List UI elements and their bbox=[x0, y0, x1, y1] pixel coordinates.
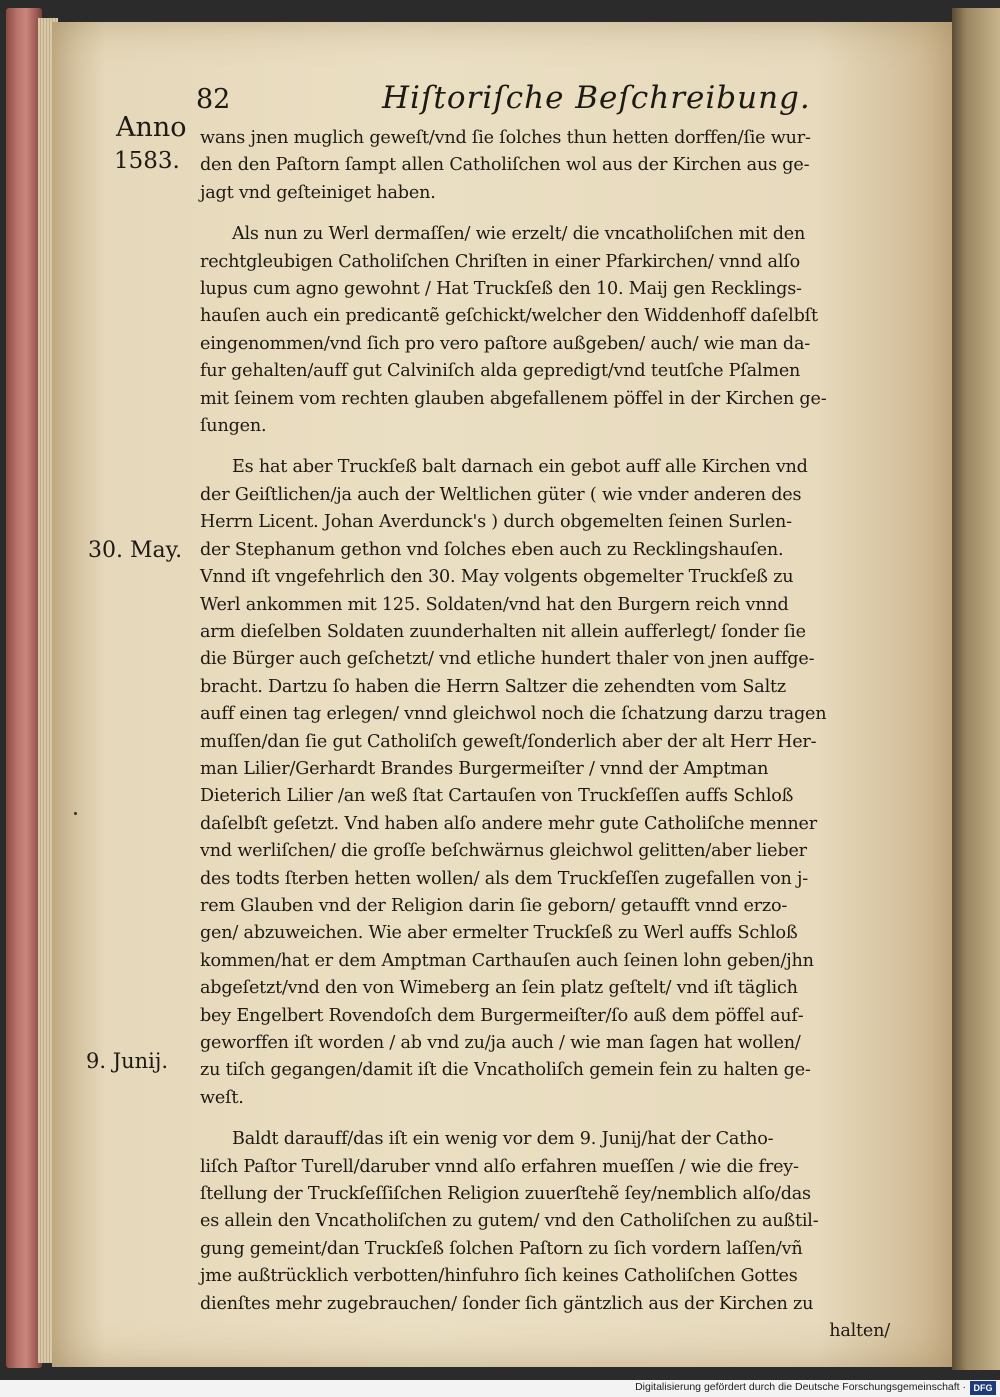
text-line: gen/ abzuweichen. Wie aber ermelter Truckſeß zu Werl auffs Schloß bbox=[200, 923, 798, 944]
text-line: Als nun zu Werl dermaſſen/ wie erzelt/ die vncatholiſchen mit den bbox=[232, 224, 806, 245]
book-edge bbox=[6, 8, 42, 1368]
text-line: jme außtrücklich verbotten/hinfuhro ſich keines Catholiſchen Gottes bbox=[200, 1266, 798, 1287]
text-line: den den Paſtorn ſampt allen Catholiſchen wol aus der Kirchen aus ge‑ bbox=[200, 155, 810, 176]
text-line: bey Engelbert Rovendoſch dem Burgermeiſter/ſo auß dem pöffel auf‑ bbox=[200, 1005, 804, 1026]
text-line: Vnnd iſt vngefehrlich den 30. May volgents obgemelter Truckſeß zu bbox=[200, 567, 794, 588]
text-line: es allein den Vncatholiſchen zu gutem/ vnd den Catholiſchen zu außtil‑ bbox=[200, 1211, 819, 1232]
text-line: vnd werliſchen/ die groſſe beſchwärnus gleichwol gelitten/aber lieber bbox=[200, 841, 807, 862]
text-line: rechtgleubigen Catholiſchen Chriſten in einer Pfarkirchen/ vnnd alſo bbox=[200, 251, 800, 272]
text-line: arm dieſelben Soldaten zuunderhalten nit allein aufferlegt/ ſonder ſie bbox=[200, 621, 806, 642]
page-header bbox=[196, 78, 836, 118]
text-line: abgeſetzt/vnd den von Wimeberg an ſein platz geſtelt/ vnd iſt täglich bbox=[200, 978, 798, 999]
text-line: Herrn Licent. Johan Averdunck's ) durch obgemelten ſeinen Surlen‑ bbox=[200, 512, 792, 533]
ink-speck bbox=[74, 812, 77, 815]
text-line: lupus cum agno gewohnt / Hat Truckſeß den 10. Maij gen Recklings‑ bbox=[200, 279, 802, 300]
running-title: Hiſtoriſche Beſchreibung. bbox=[382, 80, 811, 116]
text-line: eingenommen/vnd ſich pro vero paſtore außgeben/ auch/ wie man da‑ bbox=[200, 333, 810, 354]
text-line: muſſen/dan ſie gut Catholiſch geweſt/ſonderlich aber der alt Herr Her‑ bbox=[200, 731, 817, 752]
text-line: man Lilier/Gerhardt Brandes Burgermeiſter / vnnd der Amptman bbox=[200, 758, 769, 779]
text-line: Baldt darauff/das iſt ein wenig vor dem 9. Junij/hat der Catho‑ bbox=[232, 1129, 774, 1150]
paragraph bbox=[200, 1126, 890, 1345]
text-line: fur gehalten/auff gut Calviniſch alda gepredigt/vnd teutſche Pſalmen bbox=[200, 361, 801, 382]
margin-year: 1583. bbox=[114, 148, 180, 174]
dfg-logo: DFG bbox=[970, 1381, 996, 1395]
text-line: mit ſeinem vom rechten glauben abgefallenem pöffel in der Kirchen ge‑ bbox=[200, 388, 827, 409]
text-line: zu tiſch gegangen/damit iſt die Vncatholiſch gemein fein zu halten ge‑ bbox=[200, 1060, 811, 1081]
text-line: ſungen. bbox=[200, 416, 267, 437]
catchword: halten/ bbox=[829, 1321, 890, 1342]
text-line: die Bürger auch geſchetzt/ vnd etliche hundert thaler von jnen auffge‑ bbox=[200, 649, 815, 670]
text-line: ſtellung der Truckſeſſiſchen Religion zuuerſtehẽ ſey/nemblich alſo/das bbox=[200, 1184, 811, 1205]
margin-anno: Anno bbox=[116, 112, 187, 143]
text-line: rem Glauben vnd der Religion darin ſie geborn/ getaufft vnnd erzo‑ bbox=[200, 895, 788, 916]
text-line: gung gemeint/dan Truckſeß ſolchen Paſtorn zu ſich vordern laſſen/vñ bbox=[200, 1238, 803, 1259]
margin-date-may: 30. May. bbox=[88, 538, 183, 563]
text-line: Werl ankommen mit 125. Soldaten/vnd hat den Burgern reich vnnd bbox=[200, 594, 789, 615]
text-line: der Stephanum gethon vnd ſolches eben auch zu Recklingshauſen. bbox=[200, 539, 784, 560]
text-line: jagt vnd geſteiniget haben. bbox=[200, 182, 436, 203]
margin-date-june: 9. Junij. bbox=[86, 1049, 169, 1073]
text-line: wans jnen muglich geweſt/vnd ſie ſolches thun hetten dorffen/ſie wur‑ bbox=[200, 128, 811, 148]
text-line: dienſtes mehr zugebrauchen/ ſonder ſich gäntzlich aus der Kirchen zu bbox=[200, 1293, 814, 1314]
text-line: bracht. Dartzu ſo haben die Herrn Saltzer die zehendten vom Saltz bbox=[200, 676, 786, 697]
page-number: 82 bbox=[196, 84, 231, 115]
text-line: daſelbſt geſetzt. Vnd haben alſo andere mehr gute Catholiſche menner bbox=[200, 813, 817, 834]
text-line: liſch Paſtor Turell/daruber vnnd alſo erfahren mueſſen / wie die frey‑ bbox=[200, 1156, 799, 1177]
paragraph bbox=[200, 125, 890, 207]
paragraph bbox=[200, 454, 890, 1112]
text-line: auff einen tag erlegen/ vnnd gleichwol noch die ſchatzung darzu tragen bbox=[200, 704, 827, 725]
funding-credit: Digitalisierung gefördert durch die Deutsche Forschungsgemeinschaft · bbox=[635, 1381, 966, 1393]
text-line: des todts ſterben hetten wollen/ als dem Truckſeſſen zugefallen von j‑ bbox=[200, 868, 808, 889]
facing-page-edge bbox=[952, 8, 1000, 1370]
body-text bbox=[200, 125, 890, 1345]
text-line: der Geiſtlichen/ja auch der Weltlichen güter ( wie vnder anderen des bbox=[200, 484, 802, 505]
text-line: Dieterich Lilier /an weß ſtat Cartauſen von Truckſeſſen auffs Schloß bbox=[200, 786, 794, 807]
text-line: Es hat aber Truckſeß balt darnach ein gebot auff alle Kirchen vnd bbox=[232, 457, 808, 478]
text-line: weſt. bbox=[200, 1087, 244, 1108]
footer-bar bbox=[0, 1380, 1000, 1397]
text-line: hauſen auch ein predicantẽ geſchickt/welcher den Widdenhoff daſelbſt bbox=[200, 306, 818, 327]
paragraph bbox=[200, 221, 890, 440]
text-line: geworffen iſt worden / ab vnd zu/ja auch / wie man ſagen hat wollen/ bbox=[200, 1033, 801, 1053]
text-line: kommen/hat er dem Amptman Carthauſen auch ſeinen lohn geben/jhn bbox=[200, 950, 814, 971]
